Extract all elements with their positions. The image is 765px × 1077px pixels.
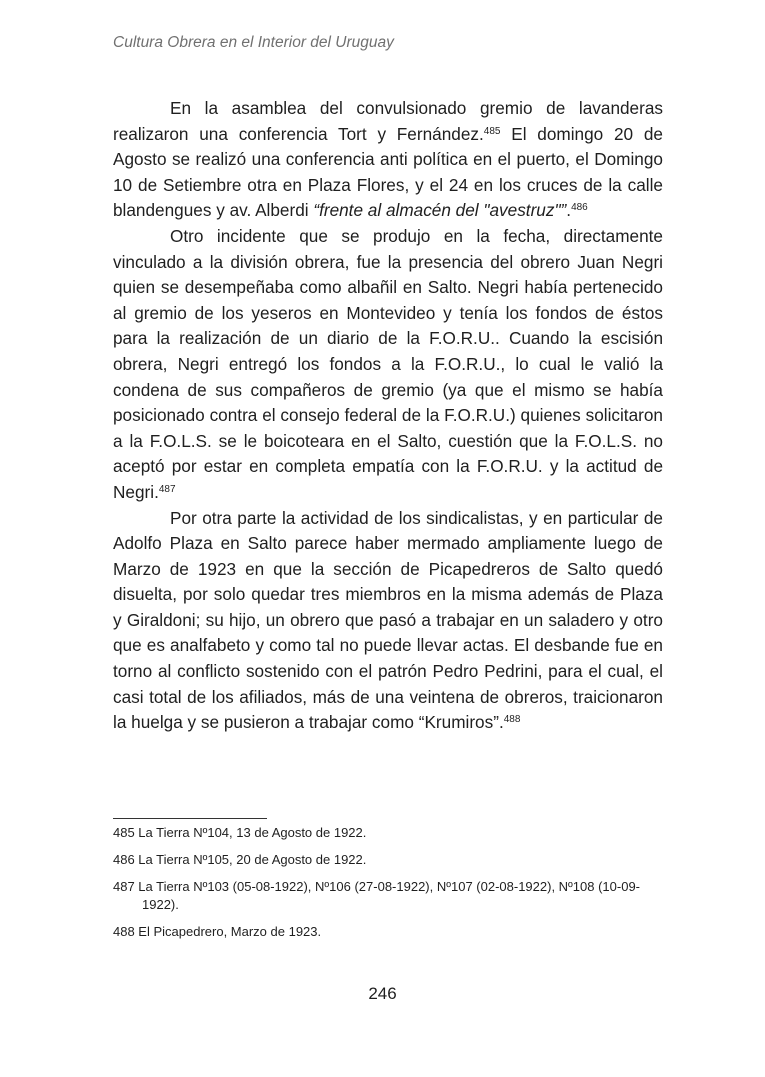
footnote-divider xyxy=(113,818,267,819)
paragraph-3-text: Por otra parte la actividad de los sindicalistas, y en particular de Adolfo Plaza en Salto parece haber mermado ampliamente luego de Marzo de 1923 en que la sección de Picapedreros de Salto quedó disuelta, por solo quedar tres miembros en la misma además de Plaza y Giraldoni; su hijo, un obrero que pasó a trabajar en un saladero y otro que es analfabeto y como tal no puede llevar actas. El desbande fue en torno al conflicto sostenido con el patrón Pedro Pedrini, para el cual, el casi total de los afiliados, más de una veintena de obreros, traicionaron la huelga y se pusieron a trabajar como “Krumiros”. xyxy=(113,507,663,733)
running-header: Cultura Obrera en el Interior del Uruguay xyxy=(113,34,394,51)
paragraph-3 xyxy=(113,506,663,736)
footnotes xyxy=(113,824,665,950)
footnote-487: 487 La Tierra Nº103 (05-08-1922), Nº106 (27-08-1922), Nº107 (02-08-1922), Nº108 (10-09-1922). xyxy=(113,879,641,912)
footnote-ref-488[interactable]: 488 xyxy=(503,714,521,726)
page-number: 246 xyxy=(368,984,397,1003)
footnote-ref-486[interactable]: 486 xyxy=(571,202,588,214)
paragraph-1-text-a: En la asamblea del convulsionado gremio de lavanderas realizaron una conferencia Tort y Fernández. xyxy=(113,98,663,144)
paragraph-2-text: Otro incidente que se produjo en la fecha, directamente vinculado a la división obrera, fue la presencia del obrero Juan Negri quien se desempeñaba como albañil en Salto. Negri había pertenecido al gremio de los yeseros en Montevideo y tenía los fondos de éstos para la realización de un diario de la F.O.R.U.. Cuando la escisión obrera, Negri entregó los fondos a la F.O.R.U., lo cual le valió la condena de sus compañeros de gremio (ya que el mismo se había posicionado contra el consejo federal de la F.O.R.U.) quienes solicitaron a la F.O.L.S. se le boicoteara en el Salto, cuestión que la F.O.L.S. no aceptó por estar en completa empatía con la F.O.R.U. y la actitud de Negri. xyxy=(113,225,663,502)
footnote-488: 488 El Picapedrero, Marzo de 1923. xyxy=(113,924,322,939)
footnote-486: 486 La Tierra Nº105, 20 de Agosto de 1922. xyxy=(113,852,367,867)
footnote-ref-487[interactable]: 487 xyxy=(158,483,176,495)
paragraph-1-quote: “frente al almacén del "avestruz"” xyxy=(313,200,567,221)
footnote-ref-485[interactable]: 485 xyxy=(483,125,501,137)
paragraph-2 xyxy=(113,224,663,506)
paragraph-1-text-b: El domingo 20 de Agosto se realizó una conferencia anti política en el puerto, el Domingo 10 de Setiembre otra en Plaza Flores, y el 24 en los cruces de la calle blandengues y av. Alberdi xyxy=(113,123,663,221)
body-text xyxy=(113,96,663,736)
paragraph-1-text-c: . xyxy=(566,200,572,221)
footnote-485: 485 La Tierra Nº104, 13 de Agosto de 1922. xyxy=(113,825,367,840)
paragraph-1 xyxy=(113,96,663,224)
